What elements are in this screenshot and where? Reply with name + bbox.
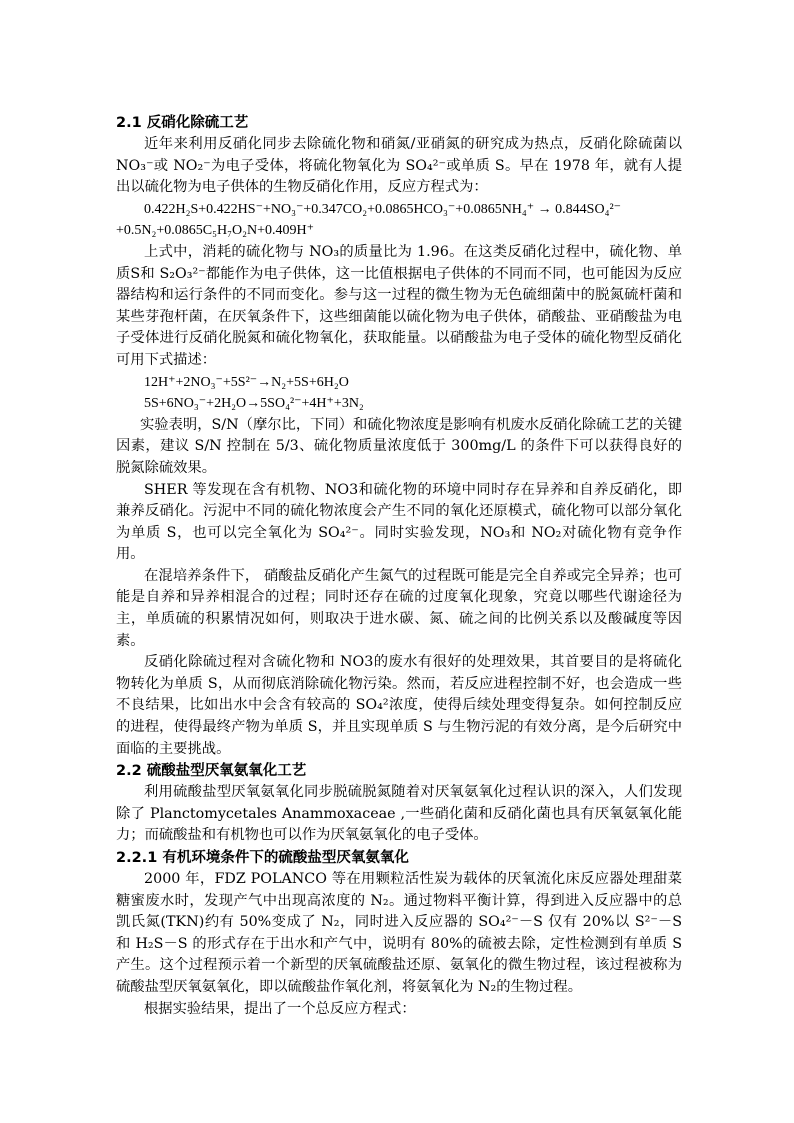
paragraph: 上式中，消耗的硫化物与 NO₃的质量比为 1.96。在这类反硝化过程中，硫化物、单质S和 S₂O₃²⁻都能作为电子供体，这一比值根据电子供体的不同而不同，也可能因为反应器结构和运行条件的不同而变化。参与这一过程的微生物为无色硫细菌中的脱氮硫杆菌和某些芽孢杆菌，在厌氧条件下，这些细菌能以硫化物为电子供体，硝酸盐、亚硝酸盐为电子受体进行反硝化脱氮和硫化物氧化，获取能量。以硝酸盐为电子受体的硫化物型反硝化可用下式描述： xyxy=(116,243,682,368)
equation-line: 5S+6NO₃⁻+2H₂O→5SO₄²⁻+4H⁺+3N₂ xyxy=(144,396,364,412)
section-heading-2-2: 2.2 硫酸盐型厌氧氨氧化工艺 xyxy=(116,763,307,780)
paragraph: 实验表明，S/N（摩尔比，下同）和硫化物浓度是影响有机废水反硝化除硫工艺的关键因素，建议 S/N 控制在 5/3、硫化物质量浓度低于 300mg/L 的条件下可以获得良好的脱氮除硫效果。 xyxy=(116,416,682,476)
paragraph: SHER 等发现在含有机物、NO3和硫化物的环境中同时存在异养和自养反硝化，即兼养反硝化。污泥中不同的硫化物浓度会产生不同的氧化还原模式，硫化物可以部分氧化为单质 S，也可以完全氧化为 SO₄²⁻。同时实验发现，NO₃和 NO₂对硫化物有竞争作用。 xyxy=(116,481,682,563)
equation-line: +0.5N₂+0.0865C₅H₇O₂N+0.409H⁺ xyxy=(116,223,314,239)
paragraph: 利用硫酸盐型厌氧氨氧化同步脱硫脱氮随着对厌氧氨氧化过程认识的深入，人们发现除了 Planctomycetales Anammoxaceae ,一些硝化菌和反硝化菌也具有厌氧氨氧化能力；而硫酸盐和有机物也可以作为厌氧氨氧化的电子受体。 xyxy=(116,784,682,844)
paragraph: 反硝化除硫过程对含硫化物和 NO3的废水有很好的处理效果，其首要目的是将硫化物转化为单质 S，从而彻底消除硫化物污染。然而，若反应进程控制不好，也会造成一些不良结果，比如出水中会含有较高的 SO₄²浓度，使得后续处理变得复杂。如何控制反应的进程，使得最终产物为单质 S，并且实现单质 S 与生物污泥的有效分离，是今后研究中面临的主要挑战。 xyxy=(116,654,682,757)
paragraph: 在混培养条件下， 硝酸盐反硝化产生氮气的过程既可能是完全自养或完全异养；也可能是自养和异养相混合的过程；同时还存在硫的过度氧化现象，究竟以哪些代谢途径为主，单质硫的积累情况如何，则取决于进水碳、氮、硫之间的比例关系以及酸碱度等因素。 xyxy=(116,567,682,649)
section-heading-2-1: 2.1 反硝化除硫工艺 xyxy=(116,115,249,131)
document-page xyxy=(116,112,682,1020)
section-heading-2-2-1: 2.2.1 有机环境条件下的硫酸盐型厌氧氨氧化 xyxy=(116,850,409,866)
equation-line: 0.422H₂S+0.422HS⁻+NO₃⁻+0.347CO₂+0.0865HCO₃⁻+0.0865NH₄⁺ → 0.844SO₄²⁻ xyxy=(144,201,622,217)
paragraph: 2000 年，FDZ POLANCO 等在用颗粒活性炭为载体的厌氧流化床反应器处理甜菜糖蜜废水时，发现产气中出现高浓度的 N₂。通过物料平衡计算，得到进入反应器中的总凯氏氮(TKN)约有 50%变成了 N₂，同时进入反应器的 SO₄²⁻－S 仅有 20%以 S²⁻－S 和 H₂S－S 的形式存在于出水和产气中，说明有 80%的硫被去除，定性检测到有单质 S 产生。这个过程预示着一个新型的厌氧硫酸盐还原、氨氧化的微生物过程，该过程被称为硫酸盐型厌氧氨氧化，即以硫酸盐作氧化剂，将氨氧化为 N₂的生物过程。 xyxy=(116,871,682,995)
paragraph: 根据实验结果，提出了一个总反应方程式： xyxy=(144,1000,416,1017)
paragraph: 近年来利用反硝化同步去除硫化物和硝氮/亚硝氮的研究成为热点，反硝化除硫菌以 NO₃⁻或 NO₂⁻为电子受体，将硫化物氧化为 SO₄²⁻或单质 S。早在 1978 年，就有人提出以硫化物为电子供体的生物反硝化作用，反应方程式为： xyxy=(116,136,682,196)
equation-line: 12H⁺+2NO₃⁻+5S²⁻→N₂+5S+6H₂O xyxy=(144,374,349,390)
